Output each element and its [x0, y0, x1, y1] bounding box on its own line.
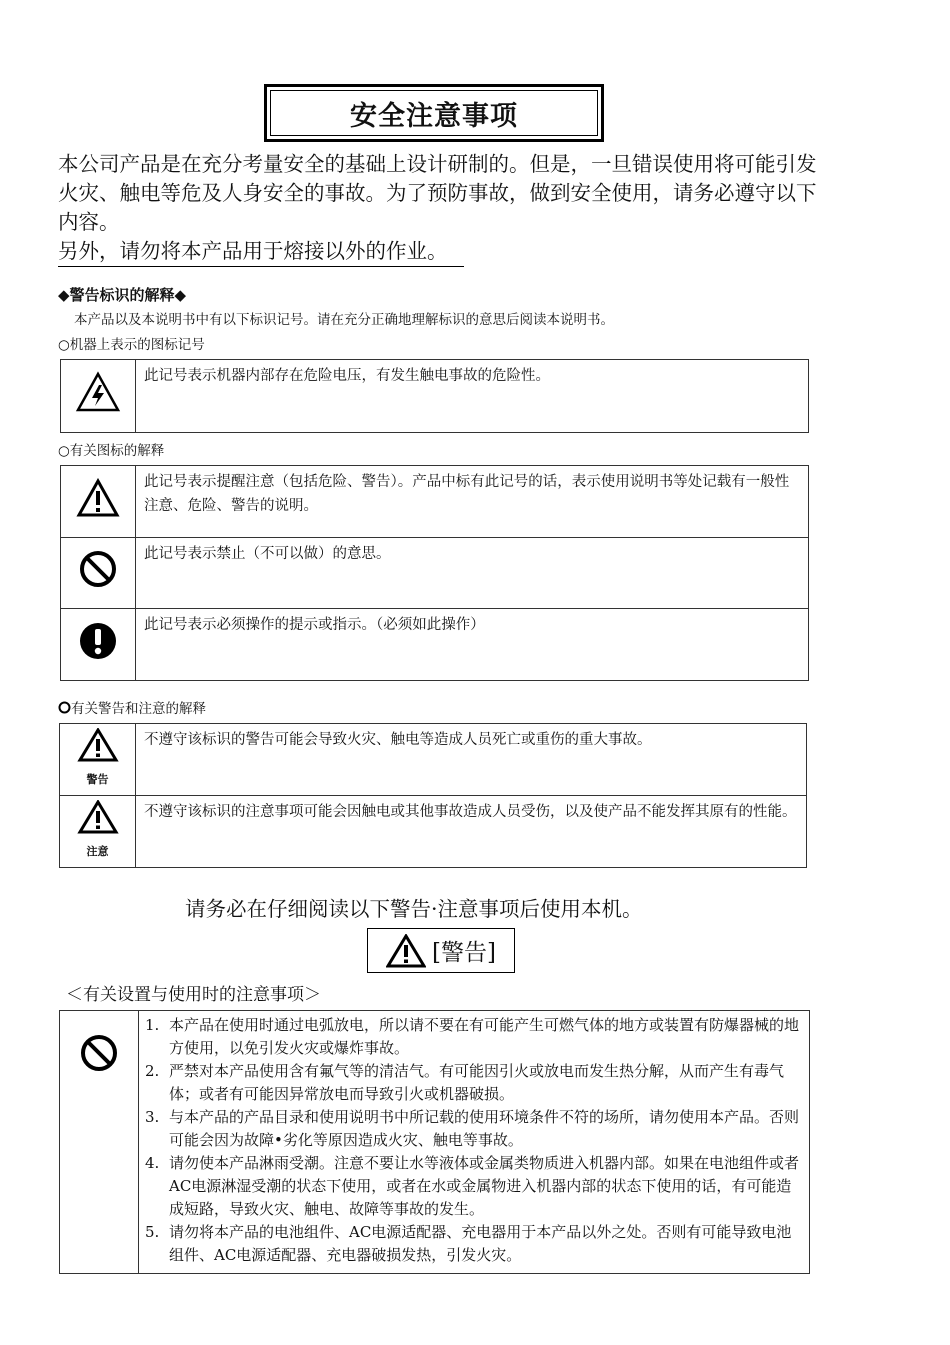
symbol-description: 此记号表示机器内部存在危险电压，有发生触电事故的危险性。 [136, 360, 809, 433]
intro-paragraph [58, 150, 818, 267]
caution-label: 注意 [86, 844, 109, 858]
warning-triangle-icon [386, 934, 426, 968]
table-row [60, 1011, 810, 1274]
circle-bullet-icon [58, 701, 71, 714]
machine-symbol-table [60, 359, 809, 433]
warning-banner [367, 928, 515, 973]
warning-explanations-heading: 有关警告和注意的解释 [71, 701, 206, 717]
warning-banner-label: [警告] [432, 940, 496, 966]
list-item [139, 1221, 801, 1267]
mandatory-icon [61, 609, 136, 681]
list-item-text: 请勿将本产品的电池组件、AC电源适配器、充电器用于本产品以外之处。否则有可能导致电池组件、AC电源适配器、充电器破损发热，引发火灾。 [169, 1223, 792, 1264]
list-item-number: 4. [145, 1154, 160, 1172]
list-item [139, 1106, 801, 1152]
list-item-text: 本产品在使用时通过电弧放电，所以请不要在有可能产生可燃气体的地方或装置有防爆器械的地方使用，以免引发火灾或爆炸事故。 [169, 1016, 800, 1057]
symbol-description: 此记号表示提醒注意（包括危险、警告）。产品中标有此记号的话，表示使用说明书等处记载有一般性注意、危险、警告的说明。 [136, 466, 809, 538]
rules-list-cell [139, 1011, 810, 1274]
section-heading: ◆警告标识的解释◆ [58, 286, 187, 304]
list-item-number: 2. [145, 1062, 160, 1080]
list-item-text: 与本产品的产品目录和使用说明书中所记载的使用环境条件不符的场所，请勿使用本产品。否则可能会因为故障•劣化等原因造成火灾、触电等事故。 [169, 1108, 800, 1149]
intro-note: 另外，请勿将本产品用于熔接以外的作业。 [58, 237, 464, 267]
prohibited-icon [60, 1011, 139, 1274]
page-title: 安全注意事项 [270, 90, 598, 136]
symbol-description: 此记号表示禁止（不可以做）的意思。 [136, 538, 809, 609]
list-item [139, 1152, 801, 1221]
list-item-number: 3. [145, 1108, 160, 1126]
prohibited-icon [61, 538, 136, 609]
list-item-number: 5. [145, 1223, 160, 1241]
machine-symbols-heading: ○机器上表示的图标记号 [58, 337, 205, 353]
table-row [61, 538, 809, 609]
warning-explanations-heading-wrap [58, 697, 206, 717]
section-description: 本产品以及本说明书中有以下标识记号。请在充分正确地理解标识的意思后阅读本说明书。 [74, 312, 614, 328]
symbol-description: 不遵守该标识的警告可能会导致火灾、触电等造成人员死亡或重伤的重大事故。 [136, 724, 807, 796]
warning-label: 警告 [86, 772, 109, 786]
icon-explanation-table [60, 465, 809, 681]
table-row [60, 724, 807, 796]
subsection-heading: ＜有关设置与使用时的注意事项＞ [66, 985, 321, 1005]
table-row [60, 796, 807, 868]
warning-triangle-icon [60, 724, 136, 796]
intro-text: 本公司产品是在充分考量安全的基础上设计研制的。但是，一旦错误使用将可能引发火灾、触电等危及人身安全的事故。为了预防事故，做到安全使用，请务必遵守以下内容。 [58, 152, 817, 234]
title-box [264, 84, 604, 142]
table-row [61, 360, 809, 433]
list-item [139, 1014, 801, 1060]
rules-table [59, 1010, 810, 1274]
list-item [139, 1060, 801, 1106]
list-item-text: 请勿使本产品淋雨受潮。注意不要让水等液体或金属类物质进入机器内部。如果在电池组件或者AC电源淋湿受潮的状态下使用，或者在水或金属物进入机器内部的状态下使用的话，有可能造成短路，导致火灾、触电、故障等事故的发生。 [169, 1154, 800, 1218]
symbol-description: 此记号表示必须操作的提示或指示。（必须如此操作） [136, 609, 809, 681]
list-item-number: 1. [145, 1016, 160, 1034]
warning-explanation-table [59, 723, 807, 868]
icon-explanations-heading: ○有关图标的解释 [58, 443, 165, 459]
usage-notice: 请务必在仔细阅读以下警告·注意事项后使用本机。 [185, 897, 643, 921]
symbol-description: 不遵守该标识的注意事项可能会因触电或其他事故造成人员受伤，以及使产品不能发挥其原有的性能。 [136, 796, 807, 868]
table-row [61, 466, 809, 538]
high-voltage-icon [61, 360, 136, 433]
rules-list [139, 1014, 801, 1267]
caution-triangle-icon [61, 466, 136, 538]
caution-triangle-icon [60, 796, 136, 868]
list-item-text: 严禁对本产品使用含有氟气等的清洁气。有可能因引火或放电而发生热分解，从而产生有毒气体；或者有可能因异常放电而导致引火或机器破损。 [169, 1062, 785, 1103]
table-row [61, 609, 809, 681]
